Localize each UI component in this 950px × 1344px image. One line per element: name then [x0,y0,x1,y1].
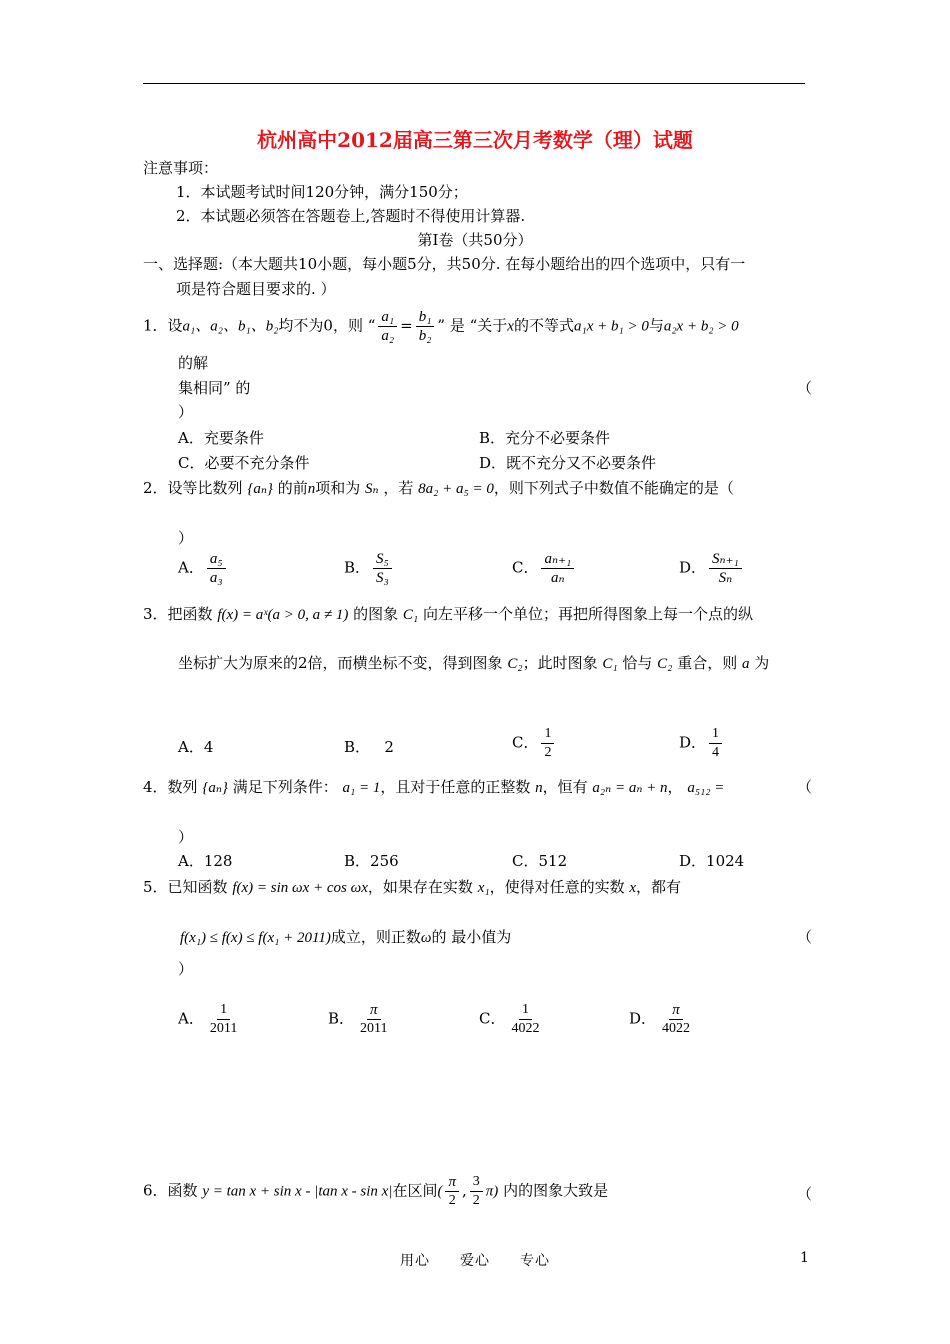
question-1-line-2: 的解 [178,354,209,372]
q2-option-a: A． $\frac{\text{a₅}}{\text{a₃}}$ [178,550,229,587]
section-line-1: 一、选择题:（本大题共10小题，每小题5分，共50分. 在每小题给出的四个选项中，只有一 [143,255,746,273]
page-footer: 用心 爱心 专心 [400,1253,550,1269]
part-heading: 第Ⅰ卷（共50分） [417,231,533,249]
question-1-line-1: 1．设a₁、a₂、b₁、b₂均不为0，则 “ $\frac{\text{a₁}}{\text{a₂}}$ = $\frac{\text{b₁}}{\text{b₂}}$ ” 是 “关于x的不等式a₁x + b₁ > 0与a₂x + b₂ > 0 [143,309,739,344]
q2-option-b: B． $\frac{\text{S₅}}{\text{S₃}}$ [344,550,395,587]
page-title: 杭州高中2012届高三第三次月考数学（理）试题 [257,128,693,152]
answer-paren-close: ） [178,828,194,846]
q5-option-b: B． $\frac{\pi}{2011}$ [328,1002,388,1036]
fraction-b1-b2: $\frac{\text{b₁}}{\text{b₂}}$ [416,308,435,345]
answer-paren-open: （ [797,928,813,946]
notice-item-2: 2．本试题必须答在答题卷上,答题时不得使用计算器. [176,207,526,225]
answer-paren-open: （ [797,778,813,796]
question-6-line-1: 6．函数 y = tan x + sin x - |tan x - sin x|在区间( $\frac{\pi}{2}$ , $\frac{3}{2}$ π) 内的图象大致是 [143,1174,609,1208]
q5-option-a: A． $\frac{1}{2011}$ [178,1002,238,1036]
q1-option-a: A．充要条件 [178,429,264,447]
answer-paren-open: （ [797,1185,813,1203]
q4-option-d: D．1024 [679,852,745,870]
notice-item-1: 1．本试题考试时间120分钟，满分150分； [176,183,468,201]
q1-option-c: C．必要不充分条件 [178,454,310,472]
q1-option-b: B．充分不必要条件 [479,429,611,447]
q1-option-d: D．既不充分又不必要条件 [479,454,657,472]
q5-option-c: C． $\frac{1}{4022}$ [479,1002,540,1036]
question-3-line-1: 3．把函数 f(x) = aˣ(a > 0, a ≠ 1) 的图象 C₁ 向左平移一个单位；再把所得图象上每一个点的纵 [143,605,753,623]
q2-option-c: C． $\frac{\text{aₙ₊₁}}{\text{aₙ}}$ [512,550,577,587]
question-2-line-1: 2．设等比数列 {aₙ} 的前n项和为 Sₙ ，若 8a₂ + a₅ = 0，则下列式子中数值不能确定的是（ [143,479,734,497]
answer-paren-open: （ [797,379,813,397]
question-4-line-1: 4．数列 {aₙ} 满足下列条件： a₁ = 1，且对于任意的正整数 n，恒有 a₂ₙ = aₙ + n， a₅₁₂ = [143,778,725,796]
q4-option-b: B．256 [344,852,399,870]
header-rule [143,83,805,84]
notice-heading: 注意事项： [143,159,219,177]
answer-paren-close: ） [178,529,194,547]
question-5-line-1: 5．已知函数 f(x) = sin ωx + cos ωx，如果存在实数 x₁，使得对任意的实数 x，都有 [143,878,682,896]
q2-option-d: D． $\frac{\text{Sₙ₊₁}}{\text{Sₙ}}$ [679,550,745,587]
question-5-line-2: f(x₁) ≤ f(x) ≤ f(x₁ + 2011)成立，则正数ω的 最小值为 [180,928,512,946]
answer-paren-close: ） [178,403,194,421]
q3-option-c: C． $\frac{1}{2}$ [512,725,557,762]
answer-paren-close: ） [178,960,194,978]
q3-option-b: B． 2 [344,738,394,756]
q3-option-d: D． $\frac{1}{4}$ [679,725,725,762]
page-number: 1 [800,1250,809,1266]
q4-option-a: A．128 [178,852,233,870]
question-3-line-2: 坐标扩大为原来的2倍，而横坐标不变，得到图象 C₂；此时图象 C₁ 恰与 C₂ 重合，则 a 为 [178,654,770,672]
q5-option-d: D． $\frac{\pi}{4022}$ [629,1002,691,1036]
q4-option-c: C．512 [512,852,568,870]
section-line-2: 项是符合题目要求的. ） [176,280,336,298]
q3-option-a: A．4 [178,738,214,756]
question-1-line-3: 集相同” 的 [178,379,251,397]
fraction-a1-a2: $\frac{\text{a₁}}{\text{a₂}}$ [378,308,397,345]
